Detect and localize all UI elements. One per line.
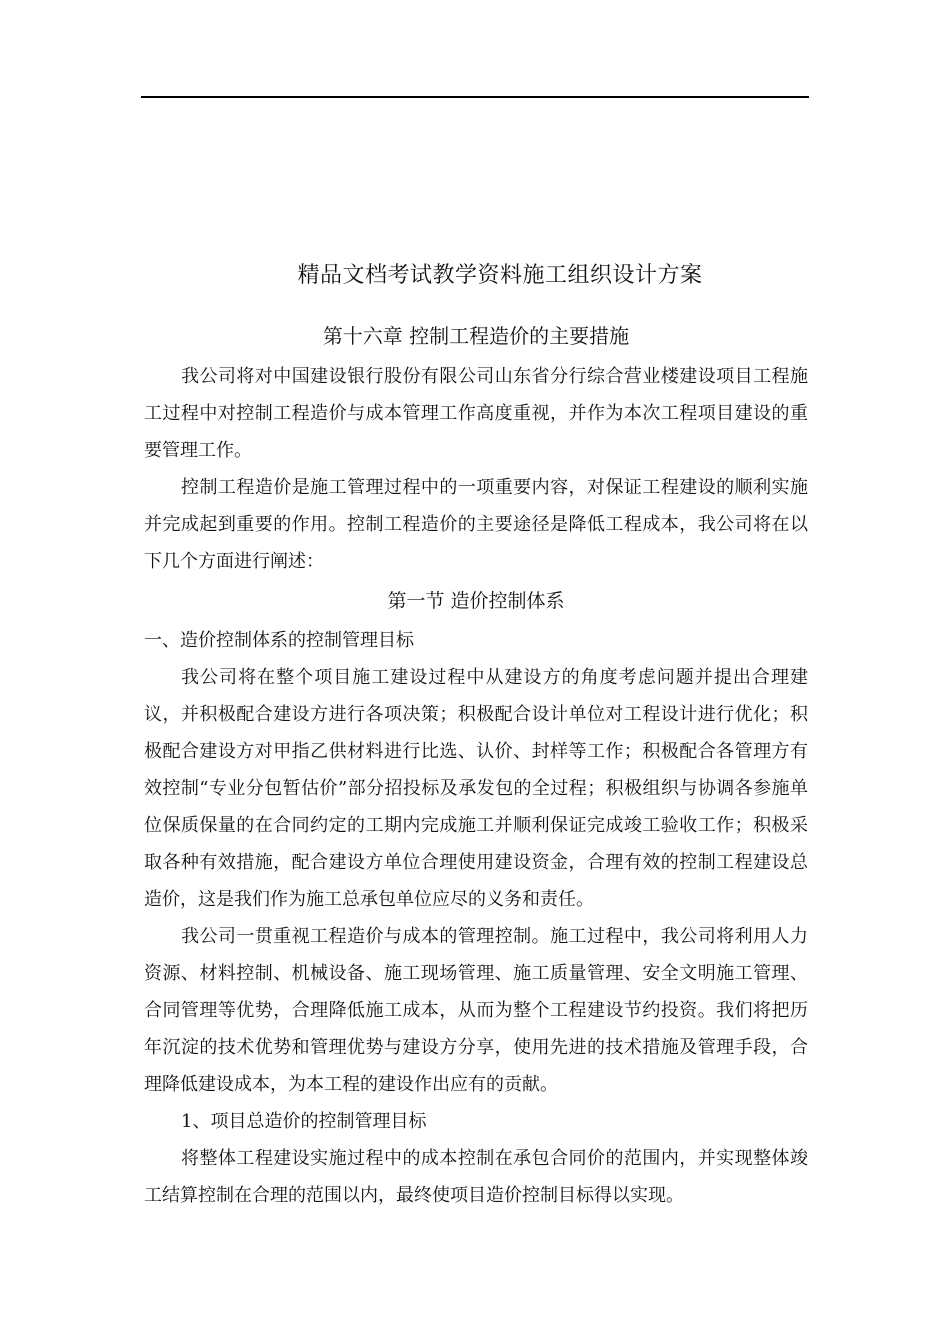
document-title: 精品文档考试教学资料施工组织设计方案 xyxy=(297,263,703,288)
document-body xyxy=(144,254,808,1214)
body-paragraph: 我公司将在整个项目施工建设过程中从建设方的角度考虑问题并提出合理建议，并积极配合建设方进行各项决策；积极配合设计单位对工程设计进行优化；积极配合建设方对甲指乙供材料进行比选、认价、封样等工作；积极配合各管理方有效控制“专业分包暂估价”部分招投标及承发包的全过程；积极组织与协调各参施单位保质保量的在合同约定的工期内完成施工并顺利保证完成竣工验收工作；积极采取各种有效措施，配合建设方单位合理使用建设资金，合理有效的控制工程建设总造价，这是我们作为施工总承包单位应尽的义务和责任。 xyxy=(144,667,808,910)
chapter-title: 第十六章 控制工程造价的主要措施 xyxy=(322,324,630,348)
body-paragraph: 我公司一贯重视工程造价与成本的管理控制。施工过程中，我公司将利用人力资源、材料控制、机械设备、施工现场管理、施工质量管理、安全文明施工管理、合同管理等优势，合理降低施工成本，从而为整个工程建设节约投资。我们将把历年沉淀的技术优势和管理优势与建设方分享，使用先进的技术措施及管理手段，合理降低建设成本，为本工程的建设作出应有的贡献。 xyxy=(144,926,808,1095)
header-rule xyxy=(141,96,809,98)
body-paragraph: 将整体工程建设实施过程中的成本控制在承包合同价的范围内，并实现整体竣工结算控制在合理的范围以内，最终使项目造价控制目标得以实现。 xyxy=(144,1148,808,1206)
intro-paragraph: 控制工程造价是施工管理过程中的一项重要内容，对保证工程建设的顺利实施并完成起到重要的作用。控制工程造价的主要途径是降低工程成本，我公司将在以下几个方面进行阐述： xyxy=(144,477,808,572)
section-title: 第一节 造价控制体系 xyxy=(387,590,565,612)
intro-paragraph: 我公司将对中国建设银行股份有限公司山东省分行综合营业楼建设项目工程施工过程中对控制工程造价与成本管理工作高度重视，并作为本次工程项目建设的重要管理工作。 xyxy=(144,366,808,461)
subheading: 1、项目总造价的控制管理目标 xyxy=(181,1111,427,1132)
heading: 一、造价控制体系的控制管理目标 xyxy=(144,630,414,651)
